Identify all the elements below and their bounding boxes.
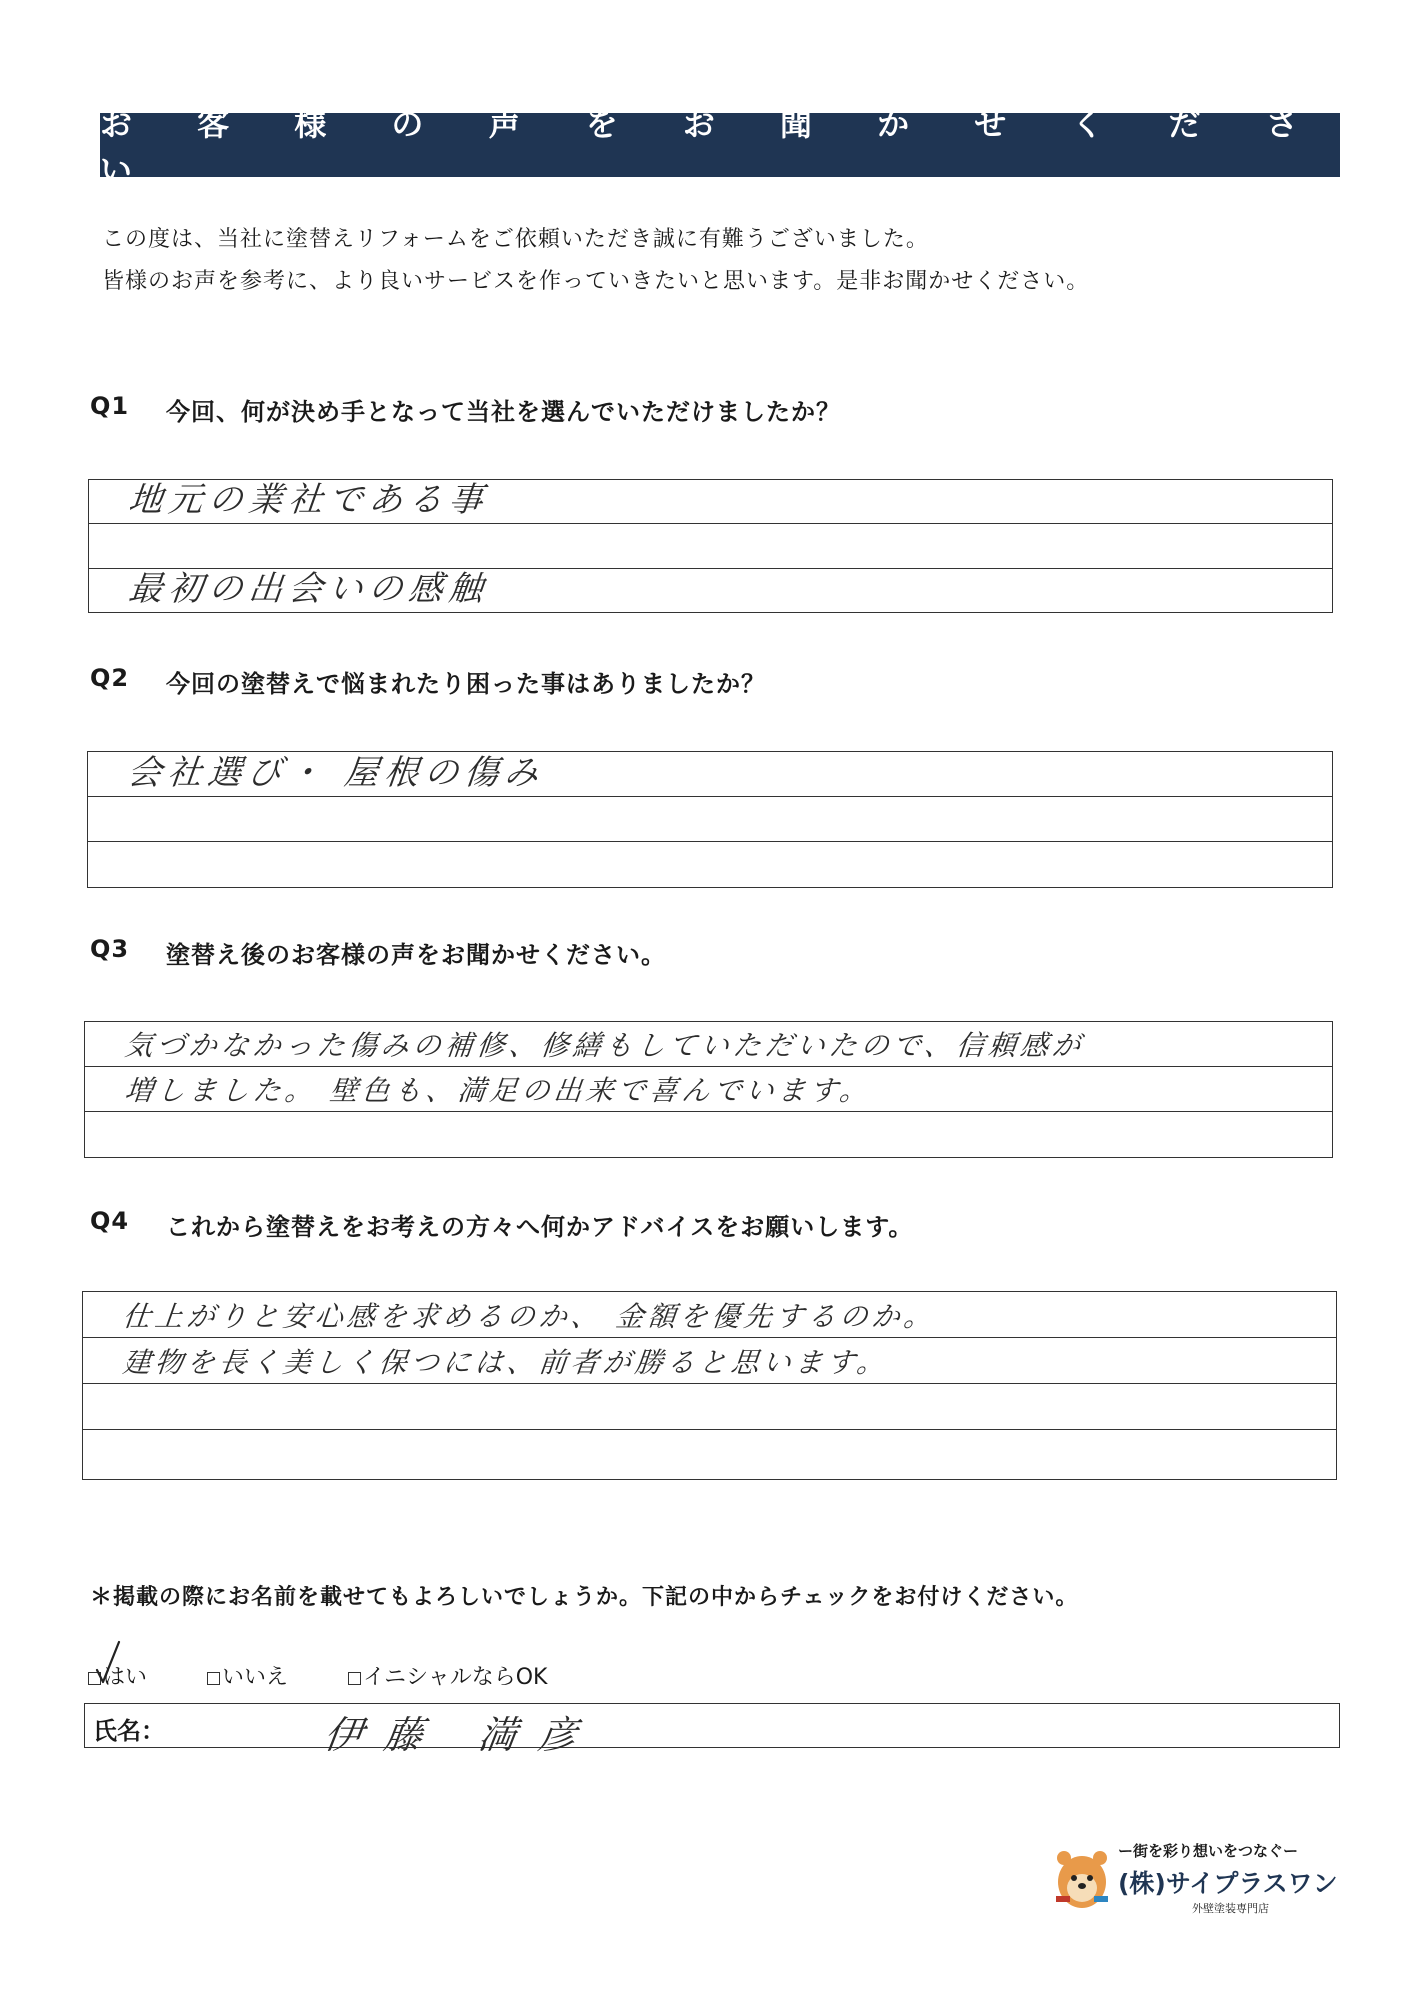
consent-notice: ＊掲載の際にお名前を載せてもよろしいでしょうか。下記の中からチェックをお付けください。 (90, 1585, 1079, 1610)
answer-box-4 (82, 1291, 1337, 1480)
answer-line (88, 842, 1332, 886)
question-number: Q1 (90, 392, 130, 420)
answer-box-2 (87, 751, 1333, 888)
consent-options (88, 1660, 547, 1691)
company-logo (1052, 1838, 1338, 1920)
option-label: いいえ (222, 1665, 289, 1690)
answer-box-3 (84, 1021, 1333, 1158)
company-name: (株)サイプラスワン (1118, 1869, 1338, 1898)
answer-line (83, 1292, 1336, 1338)
question-number: Q2 (90, 664, 130, 692)
handwritten-answer: 最初の出会いの感触 (126, 569, 491, 609)
answer-line (85, 1067, 1332, 1112)
answer-line (88, 752, 1332, 797)
question-number: Q4 (90, 1207, 130, 1235)
page-title: お 客 様 の 声 を お 聞 か せ く だ さ い (100, 113, 1340, 177)
question-text: 塗替え後のお客様の声をお聞かせください。 (166, 941, 666, 969)
handwritten-answer: 会社選び・ 屋根の傷み (125, 753, 547, 793)
question-3 (90, 935, 666, 970)
answer-line (89, 480, 1332, 524)
question-text: 今回、何が決め手となって当社を選んでいただけましたか？ (166, 398, 841, 426)
checkbox-initials[interactable] (348, 1672, 361, 1685)
answer-line (85, 1022, 1332, 1067)
answer-line (83, 1430, 1336, 1478)
option-label: イニシャルならOK (363, 1665, 548, 1690)
handwritten-answer: 仕上がりと安心感を求めるのか、 金額を優先するのか。 (121, 1300, 938, 1333)
answer-line (88, 797, 1332, 842)
question-text: 今回の塗替えで悩まれたり困った事はありましたか？ (166, 670, 766, 698)
name-value: 伊藤 満彦 (321, 1713, 602, 1757)
name-label: 氏名： (93, 1717, 165, 1745)
answer-line (85, 1112, 1332, 1156)
mascot-icon (1052, 1842, 1112, 1912)
check-mark-icon (95, 1640, 121, 1684)
question-4 (90, 1207, 913, 1242)
question-number: Q3 (90, 935, 130, 963)
answer-box-1 (88, 479, 1333, 613)
logo-tagline: ー街を彩り想いをつなぐー (1118, 1842, 1299, 1860)
handwritten-answer: 地元の業社である事 (126, 480, 491, 520)
question-1 (90, 392, 841, 427)
company-subline: 外壁塗装専門店 (1192, 1902, 1269, 1915)
intro-line-1: この度は、当社に塗替えリフォームをご依頼いただき誠に有難うございました。 (102, 227, 929, 252)
answer-line (83, 1384, 1336, 1430)
question-2 (90, 664, 766, 699)
handwritten-answer: 気づかなかった傷みの補修、修繕もしていただいたので、信頼感が (123, 1029, 1087, 1062)
answer-line (83, 1338, 1336, 1384)
option-initials[interactable] (348, 1660, 547, 1691)
checkbox-no[interactable] (207, 1672, 220, 1685)
option-no[interactable] (207, 1660, 288, 1691)
intro-line-2: 皆様のお声を参考に、より良いサービスを作っていきたいと思います。是非お聞かせください。 (102, 269, 1090, 294)
handwritten-answer: 建物を長く美しく保つには、前者が勝ると思います。 (121, 1346, 891, 1379)
handwritten-answer: 増しました。 壁色も、満足の出来で喜んでいます。 (123, 1074, 874, 1107)
option-label: はい (103, 1665, 148, 1690)
answer-line (89, 569, 1332, 612)
name-field[interactable] (84, 1703, 1340, 1757)
question-text: これから塗替えをお考えの方々へ何かアドバイスをお願いします。 (166, 1213, 914, 1241)
